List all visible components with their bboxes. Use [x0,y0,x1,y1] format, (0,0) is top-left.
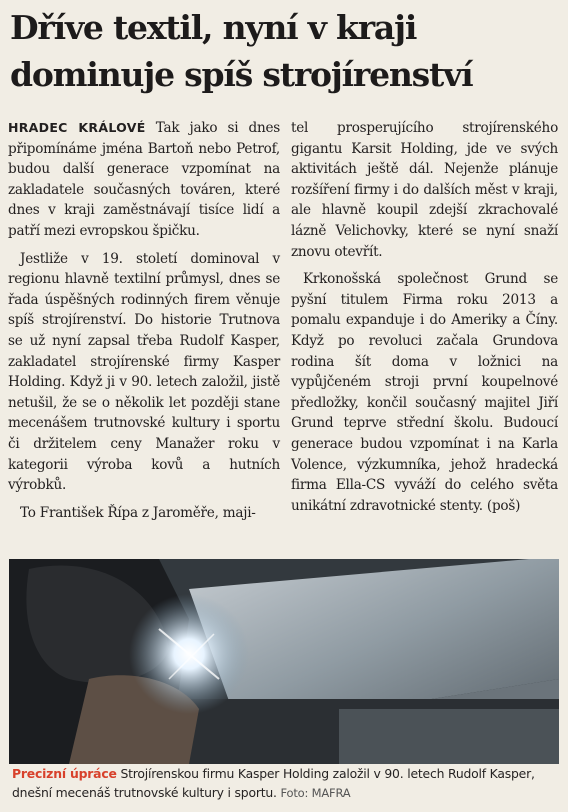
dateline: HRADEC KRÁLOVÉ [8,120,146,135]
caption-credit: Foto: MAFRA [280,786,351,800]
caption-lead: Precizní úpráce [12,766,117,781]
column-left [8,118,280,523]
paragraph-1-text: Tak jako si dnes připomínáme jména Bartoň nebo Petrof, budou další generace vzpomínat na zakladatele současných továren, které dnes v kraji zaměstnávají tisíce lidí a patří mezi evropskou špičku. [8,120,280,239]
welding-photo [9,559,559,764]
photo-caption [12,764,560,803]
headline: Dříve textil, nyní v kraji dominuje spíš strojírenství [10,8,473,94]
paragraph-3: To František Řípa z Jaroměře, maji- [20,504,256,521]
paragraph-5: Krkonošská společnost Grund se pyšní titulem Firma roku 2013 a pomalu expanduje i do Ameriky a Číny. Když po revoluci začala Grundova rodina šít doma v ložnici na vypůjčeném stroji první koupelnové předložky, končil současný majitel Jiří Grund teprve střední školu. Budoucí generace budou vzpomínat i na Karla Volence, výzkumníka, jehož hradecká firma Ella-CS vyváží do celého světa unikátní zdravotnické stenty. (poš) [291,271,558,514]
paragraph-4: tel prosperujícího strojírenského gigantu Karsit Holding, jde ve svých aktivitách ještě dál. Nejenže plánuje rozšíření firmy i do dalších měst v kraji, ale hlavně koupil zdejší zkrachovalé lázně Velichovky, které se nyní snaží znovu otevřít. [291,120,558,260]
paragraph-1 [8,118,280,242]
column-right [291,118,558,516]
welding-photo-illustration [9,559,559,764]
paragraph-2: Jestliže v 19. století dominoval v regionu hlavně textilní průmysl, dnes se řada úspěšných rodinných firem věnuje spíš strojírenství. Do historie Trutnova se už nyní zapsal třeba Rudolf Kasper, zakladatel strojírenské firmy Kasper Holding. Když ji v 90. letech založil, jistě netušil, že se o několik let později stane mecenášem trutnovské kultury i sportu či držitelem ceny Manažer roku v kategorii výroba kovů a hutních výrobků. [8,250,280,494]
caption-text: Strojírenskou firmu Kasper Holding založil v 90. letech Rudolf Kasper, dnešní mecenáš trutnovské kultury i sportu. [12,766,535,800]
